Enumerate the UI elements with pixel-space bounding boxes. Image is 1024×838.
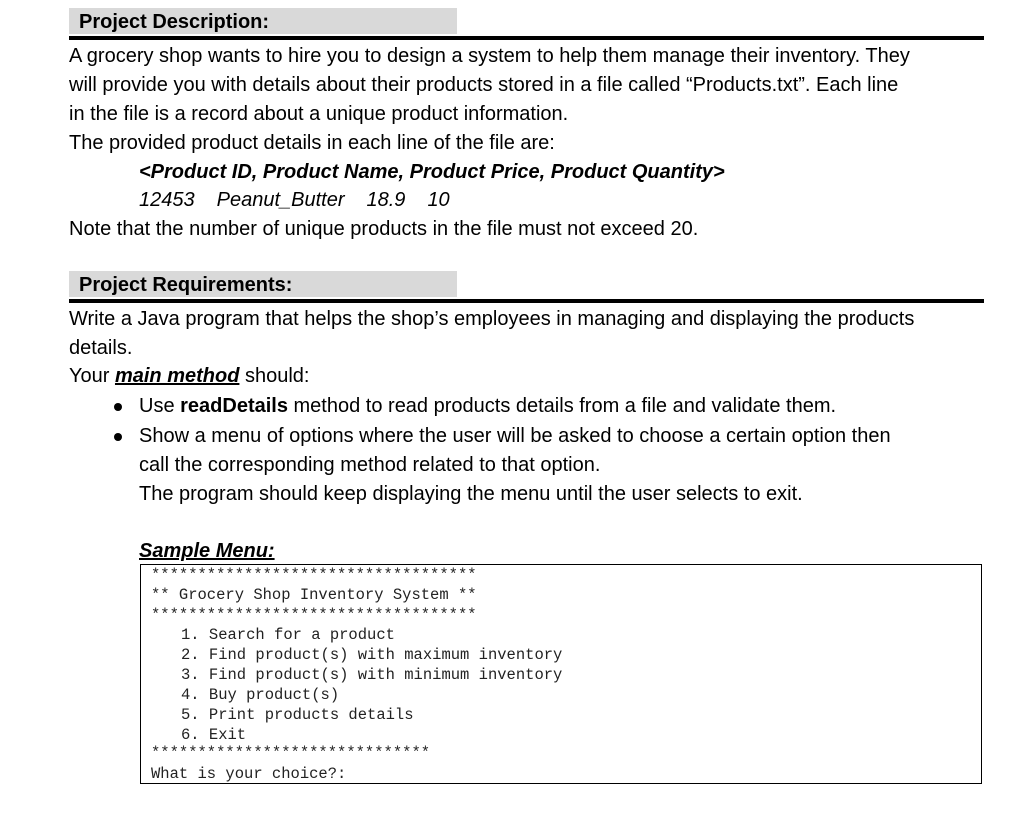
choice-prompt: What is your choice?: (151, 765, 347, 783)
bullet-item (139, 392, 836, 421)
stars-bottom: ****************************** (151, 744, 431, 762)
main-method-term: main method (114, 365, 240, 387)
sample-menu-console (140, 564, 982, 784)
requirements-line: details. (69, 337, 133, 359)
menu-option: 1. Search for a product (181, 626, 395, 644)
menu-option: 4. Buy product(s) (181, 686, 340, 704)
main-suffix: should: (239, 365, 310, 387)
requirements-rule (69, 299, 984, 303)
bullet-text: method to read products details from a file and validate them. (287, 395, 837, 417)
requirements-heading: Project Requirements: (79, 274, 293, 296)
bullet-icon (114, 403, 122, 411)
bullet-continuation: The program should keep displaying the menu until the user selects to exit. (139, 483, 803, 505)
read-details-term: readDetails (180, 395, 288, 417)
example-id: 12453 (139, 189, 195, 211)
main-method-line (69, 362, 309, 391)
description-rule (69, 36, 984, 40)
menu-option: 3. Find product(s) with minimum inventory (181, 666, 563, 684)
example-quantity: 10 (427, 189, 450, 211)
description-line: will provide you with details about their products stored in a file called “Products.txt”. Each line (69, 74, 899, 96)
description-heading: Project Description: (79, 11, 270, 33)
description-note: Note that the number of unique products in the file must not exceed 20. (69, 218, 699, 240)
menu-title: ** Grocery Shop Inventory System ** (151, 586, 477, 604)
menu-option: 6. Exit (181, 726, 247, 744)
stars-top: *********************************** (151, 566, 477, 584)
example-name: Peanut_Butter (216, 189, 345, 211)
record-example (139, 186, 450, 215)
bullet-icon (114, 433, 122, 441)
bullet-item: Show a menu of options where the user will be asked to choose a certain option then (139, 425, 891, 447)
description-line: The provided product details in each line of the file are: (69, 132, 555, 154)
menu-option: 2. Find product(s) with maximum inventory (181, 646, 563, 664)
bullet-continuation: call the corresponding method related to that option. (139, 454, 601, 476)
record-format: <Product ID, Product Name, Product Price, Product Quantity> (139, 161, 725, 183)
menu-option: 5. Print products details (181, 706, 414, 724)
description-line: in the file is a record about a unique product information. (69, 103, 569, 125)
bullet-text: Use (139, 395, 181, 417)
requirements-line: Write a Java program that helps the shop’s employees in managing and displaying the products (69, 308, 915, 330)
sample-menu-heading: Sample Menu: (139, 540, 275, 562)
description-line: A grocery shop wants to hire you to design a system to help them manage their inventory. They (69, 45, 910, 67)
main-prefix: Your (69, 365, 115, 387)
stars-mid: *********************************** (151, 606, 477, 624)
example-price: 18.9 (366, 189, 406, 211)
